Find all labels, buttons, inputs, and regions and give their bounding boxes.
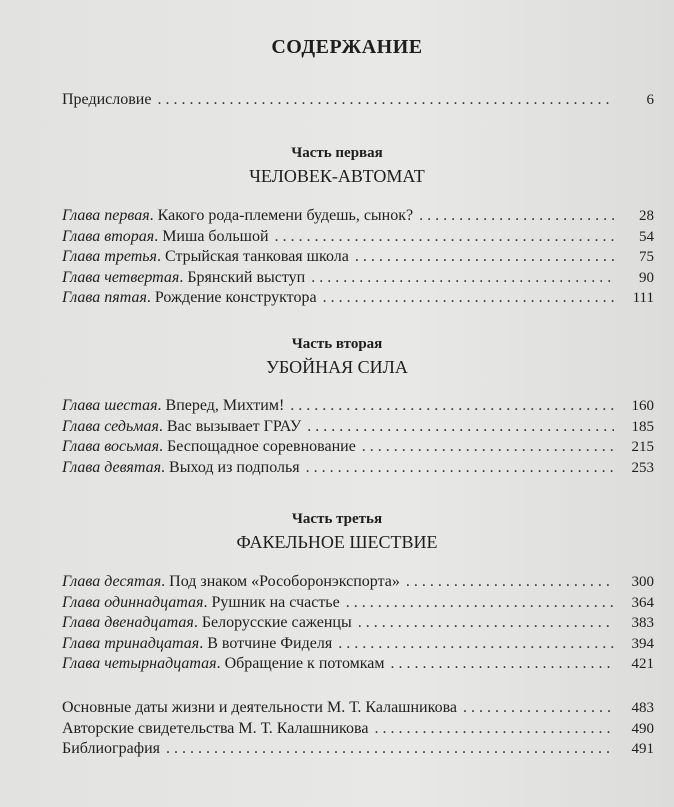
part-title: ЧЕЛОВЕК-АВТОМАТ (249, 166, 425, 186)
chapter-name: Рушник на счастье (211, 593, 340, 611)
chapter-number: Глава пятая (62, 289, 147, 307)
chapter-name: Под знаком «Рособоронэкспорта» (169, 573, 400, 590)
entry-label: Глава двенадцатая. Белорусские саженцы (62, 614, 352, 632)
chapter-number: Глава восьмая (62, 438, 160, 456)
chapter-name: Выход из подполья (169, 458, 300, 476)
dot-leader (338, 634, 614, 654)
toc-entry-chapter[interactable] (62, 634, 654, 654)
entry-label: Глава вторая. Миша большой (62, 227, 269, 245)
chapter-number: Глава двенадцатая (62, 614, 194, 632)
toc-entry-chapter[interactable] (62, 417, 654, 437)
chapter-number: Глава седьмая (62, 417, 159, 435)
toc-entry-chapter[interactable] (62, 268, 654, 288)
chapter-number: Глава третья (62, 248, 157, 266)
chapter-number: Глава девятая (62, 458, 162, 476)
dot-leader (307, 417, 614, 437)
entry-label: Библиография (62, 740, 160, 758)
chapter-name: Вперед, Михтим! (165, 397, 285, 414)
chapter-name: Белорусские саженцы (201, 614, 352, 632)
toc-entry-chapter[interactable] (62, 247, 654, 267)
toc-entry-chapter[interactable] (62, 458, 654, 478)
part-label: Часть первая (291, 145, 383, 161)
chapter-number: Глава четвертая (62, 268, 180, 286)
entry-label: Глава восьмая. Беспощадное соревнование (62, 438, 356, 456)
dot-leader (166, 739, 614, 759)
chapter-name: В вотчине Фиделя (207, 634, 333, 652)
toc-entry-preface[interactable] (62, 90, 654, 110)
chapter-name: Какого рода-племени будешь, сынок? (157, 207, 414, 224)
page-number: 421 (631, 656, 654, 673)
page-number: 54 (639, 228, 654, 245)
page-number: 160 (631, 398, 654, 414)
entry-label: Глава девятая. Выход из подполья (62, 458, 300, 476)
entry-label: Глава тринадцатая. В вотчине Фиделя (62, 634, 333, 652)
entry-label: Глава первая. Какого рода-племени будешь, сынок? (62, 207, 414, 224)
dot-leader (346, 593, 614, 613)
toc-entry-chapter[interactable] (62, 206, 654, 226)
page-number: 364 (631, 594, 654, 611)
chapter-number: Глава десятая (62, 573, 162, 590)
part-title: УБОЙНАЯ СИЛА (266, 357, 408, 377)
entry-label: Глава седьмая. Вас вызывает ГРАУ (62, 417, 302, 435)
toc-entry-chapter[interactable] (62, 593, 654, 613)
chapter-name: Брянский выступ (187, 268, 306, 286)
page-number: 253 (631, 459, 654, 476)
page-number: 75 (639, 249, 654, 266)
dot-leader (374, 719, 614, 739)
entry-label: Глава одиннадцатая. Рушник на счастье (62, 593, 340, 611)
page-number: 483 (631, 700, 654, 716)
entry-label: Глава десятая. Под знаком «Рособоронэкспорта» (62, 573, 400, 590)
dot-leader (362, 437, 614, 457)
dot-leader (406, 572, 614, 592)
chapter-number: Глава тринадцатая (62, 634, 200, 652)
entry-label: Предисловие (62, 91, 152, 108)
dot-leader (463, 698, 614, 718)
page-number: 185 (631, 418, 654, 435)
page-number: 111 (632, 290, 654, 307)
page-number: 394 (631, 635, 654, 652)
page-number: 90 (639, 269, 654, 286)
part-title: ФАКЕЛЬНОЕ ШЕСТВИЕ (236, 532, 438, 552)
chapter-number: Глава четырнадцатая (62, 655, 217, 673)
chapter-name: Обращение к потомкам (224, 655, 385, 673)
dot-leader (306, 458, 614, 478)
entry-label: Глава четырнадцатая. Обращение к потомкам (62, 655, 385, 673)
dot-leader (419, 206, 614, 226)
entry-label: Основные даты жизни и деятельности М. Т. Калашникова (62, 699, 458, 716)
dot-leader (311, 268, 614, 288)
dot-leader (275, 227, 614, 247)
page-number: 215 (631, 439, 654, 456)
toc-entry-back-matter[interactable] (62, 739, 654, 759)
dot-leader (290, 396, 614, 416)
entry-label: Авторские свидетельства М. Т. Калашникова (62, 719, 369, 737)
chapter-name: Стрыйская танковая школа (164, 248, 349, 266)
chapter-name: Миша большой (162, 227, 269, 245)
page-number: 491 (631, 741, 654, 758)
chapter-number: Глава шестая (62, 397, 158, 414)
toc-entry-chapter[interactable] (62, 288, 654, 308)
toc-entry-chapter[interactable] (62, 437, 654, 457)
page-number: 383 (631, 615, 654, 632)
chapter-number: Глава одиннадцатая (62, 593, 204, 611)
toc-entry-back-matter[interactable] (62, 719, 654, 739)
toc-entry-chapter[interactable] (62, 654, 654, 674)
dot-leader (157, 90, 614, 110)
chapter-name: Вас вызывает ГРАУ (166, 417, 302, 435)
page-number: 28 (639, 208, 654, 224)
entry-label: Глава пятая. Рождение конструктора (62, 289, 317, 307)
chapter-number: Глава вторая (62, 227, 155, 245)
toc-entry-back-matter[interactable] (62, 698, 654, 718)
dot-leader (358, 613, 614, 633)
chapter-name: Рождение конструктора (154, 289, 317, 307)
part-label: Часть вторая (291, 336, 383, 352)
toc-entry-chapter[interactable] (62, 396, 654, 416)
page-number: 490 (631, 720, 654, 737)
page-number: 300 (631, 574, 654, 590)
part-label: Часть третья (291, 511, 383, 527)
page-number: 6 (646, 92, 654, 108)
chapter-number: Глава первая (62, 207, 150, 224)
entry-label: Глава шестая. Вперед, Михтим! (62, 397, 285, 414)
toc-entry-chapter[interactable] (62, 613, 654, 633)
page-title: СОДЕРЖАНИЕ (271, 36, 423, 58)
entry-label: Глава четвертая. Брянский выступ (62, 268, 306, 286)
dot-leader (391, 654, 614, 674)
chapter-name: Беспощадное соревнование (167, 438, 356, 456)
dot-leader (355, 247, 614, 267)
dot-leader (323, 288, 614, 308)
entry-label: Глава третья. Стрыйская танковая школа (62, 248, 349, 266)
toc-entry-chapter[interactable] (62, 227, 654, 247)
toc-entry-chapter[interactable] (62, 572, 654, 592)
